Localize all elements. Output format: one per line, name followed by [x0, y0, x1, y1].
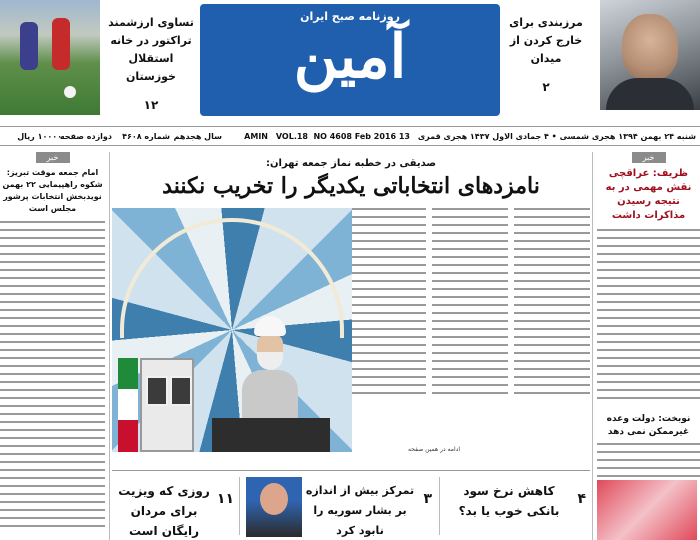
newspaper-logo [200, 4, 500, 116]
teaser-left-title: تساوی ارزشمند تراکتور در خانه استقلال خوزستان [108, 16, 194, 83]
article-text [597, 443, 700, 483]
mosque-arch [120, 218, 344, 338]
article-column [514, 208, 590, 448]
main-headline[interactable]: نامزدهای انتخاباتی یکدیگر را تخریب نکنند [162, 173, 540, 199]
player-blue [20, 22, 38, 70]
main-article-columns [350, 208, 590, 448]
divider [439, 477, 440, 535]
portrait-frame [146, 376, 168, 406]
article-text [432, 208, 508, 398]
main-kicker: صدیقی در خطبه نماز جمعه تهران: [265, 158, 437, 169]
article-text [350, 208, 426, 398]
article-column [350, 208, 426, 448]
teaser-right[interactable] [500, 14, 592, 94]
section-label: خبر [36, 152, 70, 163]
teaser-right-title: مرزبندی برای خارج کردن از میدان [509, 16, 583, 65]
teaser-right-page: ۲ [542, 80, 550, 94]
persian-date: شنبه ۲۴ بهمن ۱۳۹۴ هجری شمسی • ۴ جمادی الاول ۱۴۳۷ هجری قمری [417, 132, 696, 141]
right-lower-headline[interactable]: نوبخت: دولت وعده غیرممکن نمی دهد [606, 414, 691, 437]
issue-number-latin: NO 4608 [313, 132, 352, 141]
right-headline[interactable]: ظریف: عراقچی نقش مهمی در به نتیجه رسیدن مذاکرات داشت [605, 168, 692, 221]
advertisement [597, 480, 697, 540]
logo-tagline: روزنامه صبح ایران [300, 10, 400, 23]
bottom-teasers [112, 470, 590, 540]
article-text [597, 229, 700, 399]
teaser-thumbnail [246, 477, 302, 537]
teaser-page-number: ۴ [577, 491, 586, 507]
teaser-title[interactable]: کاهش نرخ سود بانکی خوب یا بد؟ [458, 484, 560, 518]
main-photo [112, 208, 352, 452]
teaser-page-number: ۳ [423, 491, 432, 507]
teaser-left[interactable] [102, 14, 200, 112]
article-text [0, 221, 105, 531]
football-icon [64, 86, 76, 98]
teaser-title[interactable]: تمرکز بیش از اندازه بر بشار سوریه را نابود کرد [305, 484, 415, 537]
gregorian-date: 13 Feb 2016 [354, 132, 410, 141]
continued-note: ادامه در همین صفحه [408, 446, 460, 453]
section-label: خبر [632, 152, 666, 163]
turban [254, 316, 286, 336]
teaser-left-page: ۱۲ [143, 98, 159, 112]
masthead [0, 0, 700, 122]
volume-latin: VOL.18 [275, 132, 308, 141]
date-bar [0, 126, 700, 146]
name-latin: AMIN [244, 132, 268, 141]
right-column [592, 152, 700, 540]
year-fa: سال هجدهم [173, 132, 222, 141]
teaser-photo-right [600, 0, 700, 110]
portrait-frame [170, 376, 192, 406]
divider [239, 477, 240, 535]
portrait-face [260, 483, 288, 515]
page-count: دوازده صفحه [59, 132, 112, 141]
left-headline[interactable]: امام جمعه موقت تبریز: شکوه راهپیمایی ۲۲ بهمن نویدبخش انتخابات پرشور مجلس است [2, 168, 103, 213]
article-column [432, 208, 508, 448]
price: ۱۰۰۰۰ ریال [17, 132, 62, 141]
left-column [0, 152, 110, 540]
podium [212, 418, 330, 452]
teaser-page-number: ۱۱ [216, 491, 234, 507]
teaser-title[interactable]: روزی که ویزیت برای مردان رایگان است [118, 484, 210, 538]
portrait-suit [606, 78, 694, 110]
article-text [514, 208, 590, 398]
player-red [52, 18, 70, 70]
teaser-photo-left [0, 0, 100, 115]
iran-flag [118, 358, 138, 452]
portrait-face [622, 14, 678, 80]
beard [257, 352, 283, 370]
issue-number-fa: شماره ۴۶۰۸ [122, 132, 170, 141]
logo-wordmark: آمین [293, 22, 407, 92]
